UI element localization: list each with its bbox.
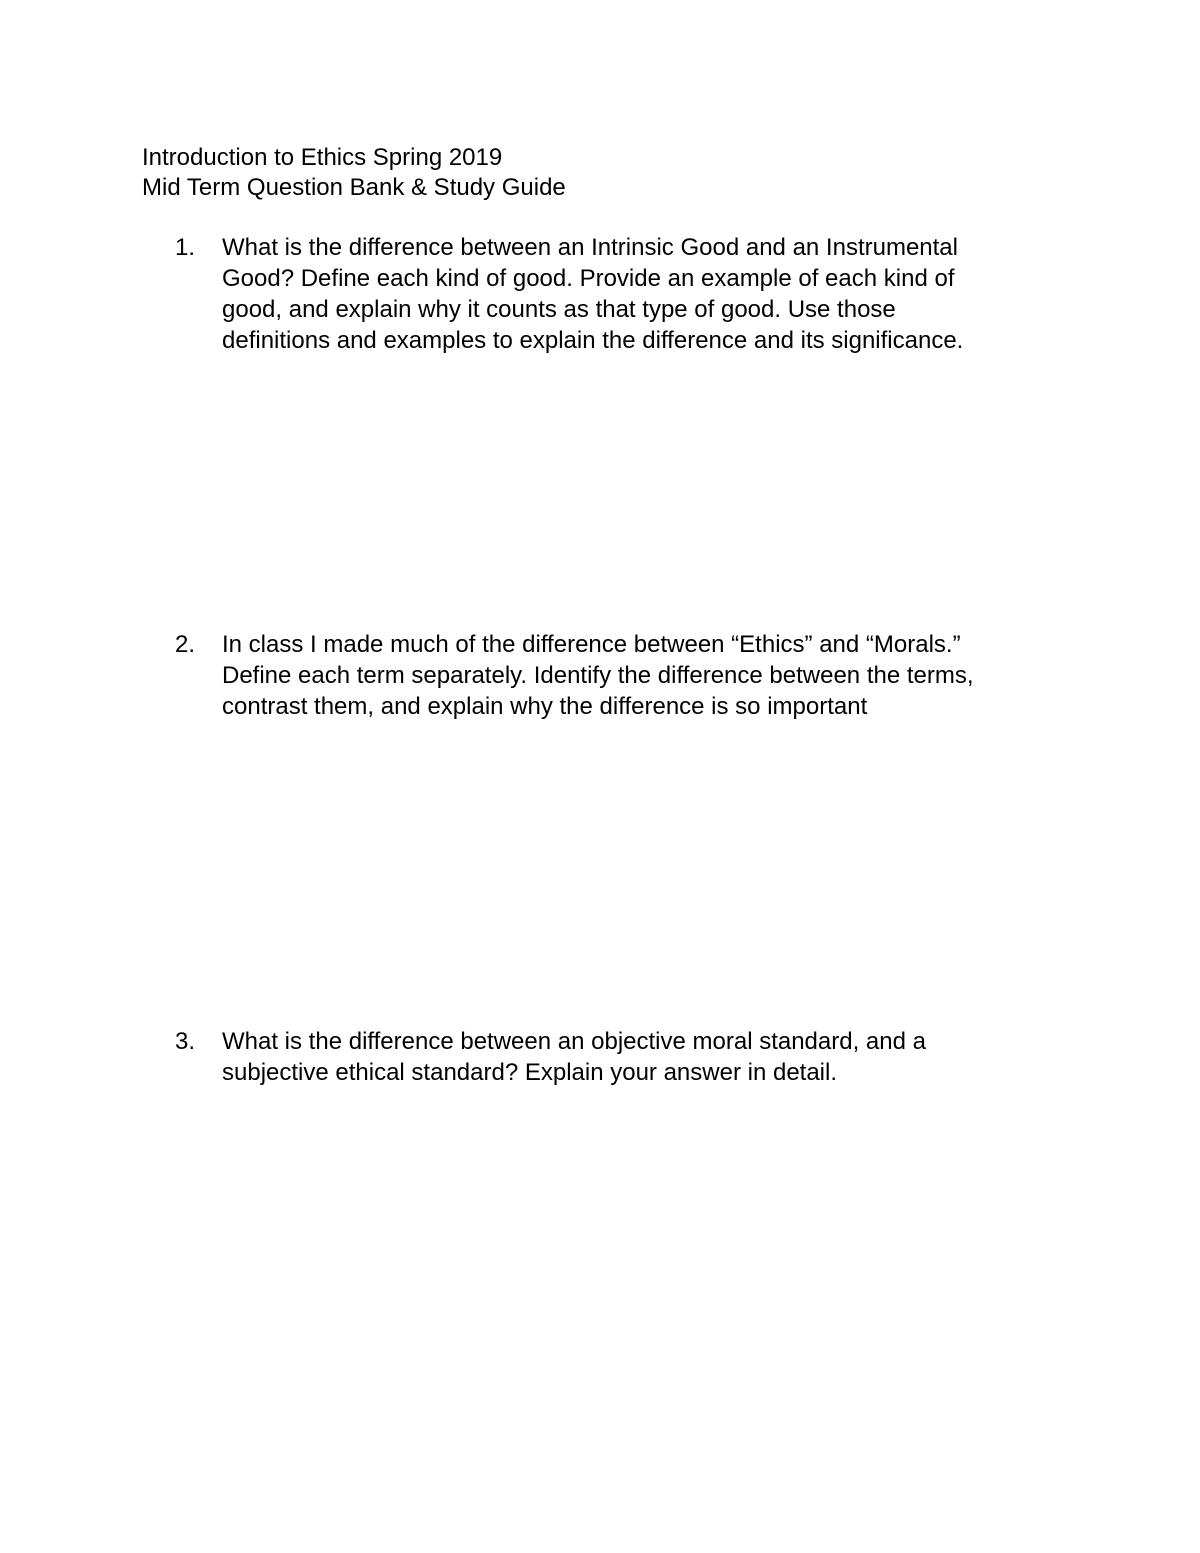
document-title: Introduction to Ethics Spring 2019 [142,144,503,171]
question-text-line: good, and explain why it counts as that type of good. Use those [222,296,896,323]
question-text-line: In class I made much of the difference between “Ethics” and “Morals.” [222,631,961,658]
question-number: 2. [175,631,196,658]
question-text [222,629,1072,722]
question-text-line: Define each term separately. Identify the difference between the terms, [222,662,974,689]
question-number: 3. [175,1028,196,1055]
question-text-line: definitions and examples to explain the difference and its significance. [222,327,964,354]
document-subtitle: Mid Term Question Bank & Study Guide [142,174,566,201]
question-text-line: contrast them, and explain why the difference is so important [222,693,868,720]
question-text-line: What is the difference between an objective moral standard, and a [222,1028,926,1055]
question-text [222,232,1072,356]
question-number: 1. [175,234,196,261]
question-text-line: What is the difference between an Intrinsic Good and an Instrumental [222,234,958,261]
question-text [222,1026,1072,1088]
question-text-line: Good? Define each kind of good. Provide an example of each kind of [222,265,955,292]
question-text-line: subjective ethical standard? Explain your answer in detail. [222,1059,838,1086]
